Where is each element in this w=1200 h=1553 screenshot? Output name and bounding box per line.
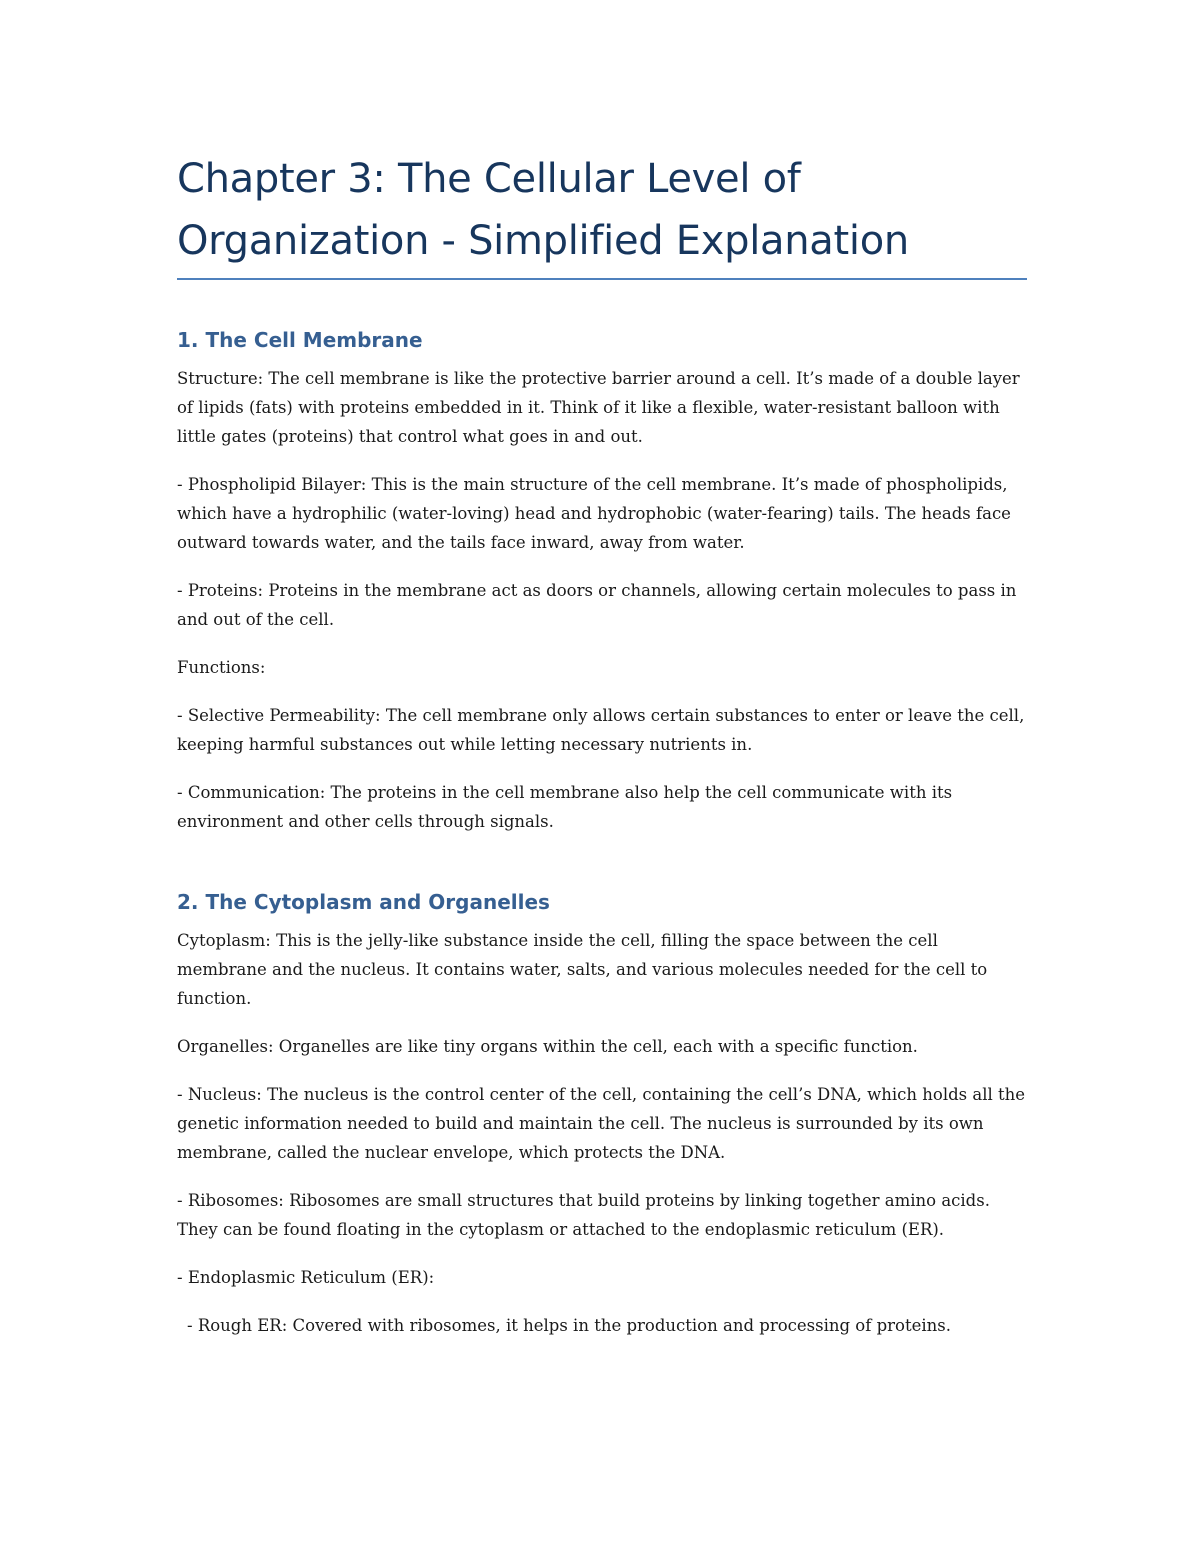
paragraph-structure: Structure: The cell membrane is like the protective barrier around a cell. It’s made of a double layer of lipids (fats) with proteins embedded in it. Think of it like a flexible, water-resistant balloon with little gates (proteins) that control what goes in and out. — [177, 369, 1020, 446]
paragraph-endoplasmic-reticulum: - Endoplasmic Reticulum (ER): — [177, 1268, 435, 1287]
section-heading: 1. The Cell Membrane — [177, 328, 423, 352]
paragraph-nucleus: - Nucleus: The nucleus is the control center of the cell, containing the cell’s DNA, which holds all the genetic information needed to build and maintain the cell. The nucleus is surrounded by its own membrane, called the nuclear envelope, which protects the DNA. — [177, 1085, 1026, 1162]
section-cell-membrane — [177, 326, 1027, 836]
paragraph-ribosomes: - Ribosomes: Ribosomes are small structures that build proteins by linking together amino acids. They can be found floating in the cytoplasm or attached to the endoplasmic reticulum (ER). — [177, 1191, 990, 1239]
paragraph-functions-label: Functions: — [177, 658, 266, 677]
page-title: Chapter 3: The Cellular Level of Organization - Simplified Explanation — [177, 148, 1027, 280]
section-heading: 2. The Cytoplasm and Organelles — [177, 890, 550, 914]
paragraph-selective-permeability: - Selective Permeability: The cell membrane only allows certain substances to enter or leave the cell, keeping harmful substances out while letting necessary nutrients in. — [177, 706, 1025, 754]
section-cytoplasm-organelles — [177, 888, 1027, 1340]
paragraph-cytoplasm: Cytoplasm: This is the jelly-like substance inside the cell, filling the space between the cell membrane and the nucleus. It contains water, salts, and various molecules needed for the cell to function. — [177, 931, 988, 1008]
paragraph-phospholipid-bilayer: - Phospholipid Bilayer: This is the main structure of the cell membrane. It’s made of phospholipids, which have a hydrophilic (water-loving) head and hydrophobic (water-fearing) tails. The heads face outward towards water, and the tails face inward, away from water. — [177, 475, 1011, 552]
document-body — [177, 148, 1027, 1359]
paragraph-proteins: - Proteins: Proteins in the membrane act as doors or channels, allowing certain molecules to pass in and out of the cell. — [177, 581, 1017, 629]
paragraph-communication: - Communication: The proteins in the cell membrane also help the cell communicate with its environment and other cells through signals. — [177, 783, 953, 831]
paragraph-organelles: Organelles: Organelles are like tiny organs within the cell, each with a specific function. — [177, 1037, 918, 1056]
paragraph-rough-er: - Rough ER: Covered with ribosomes, it helps in the production and processing of proteins. — [187, 1316, 951, 1335]
